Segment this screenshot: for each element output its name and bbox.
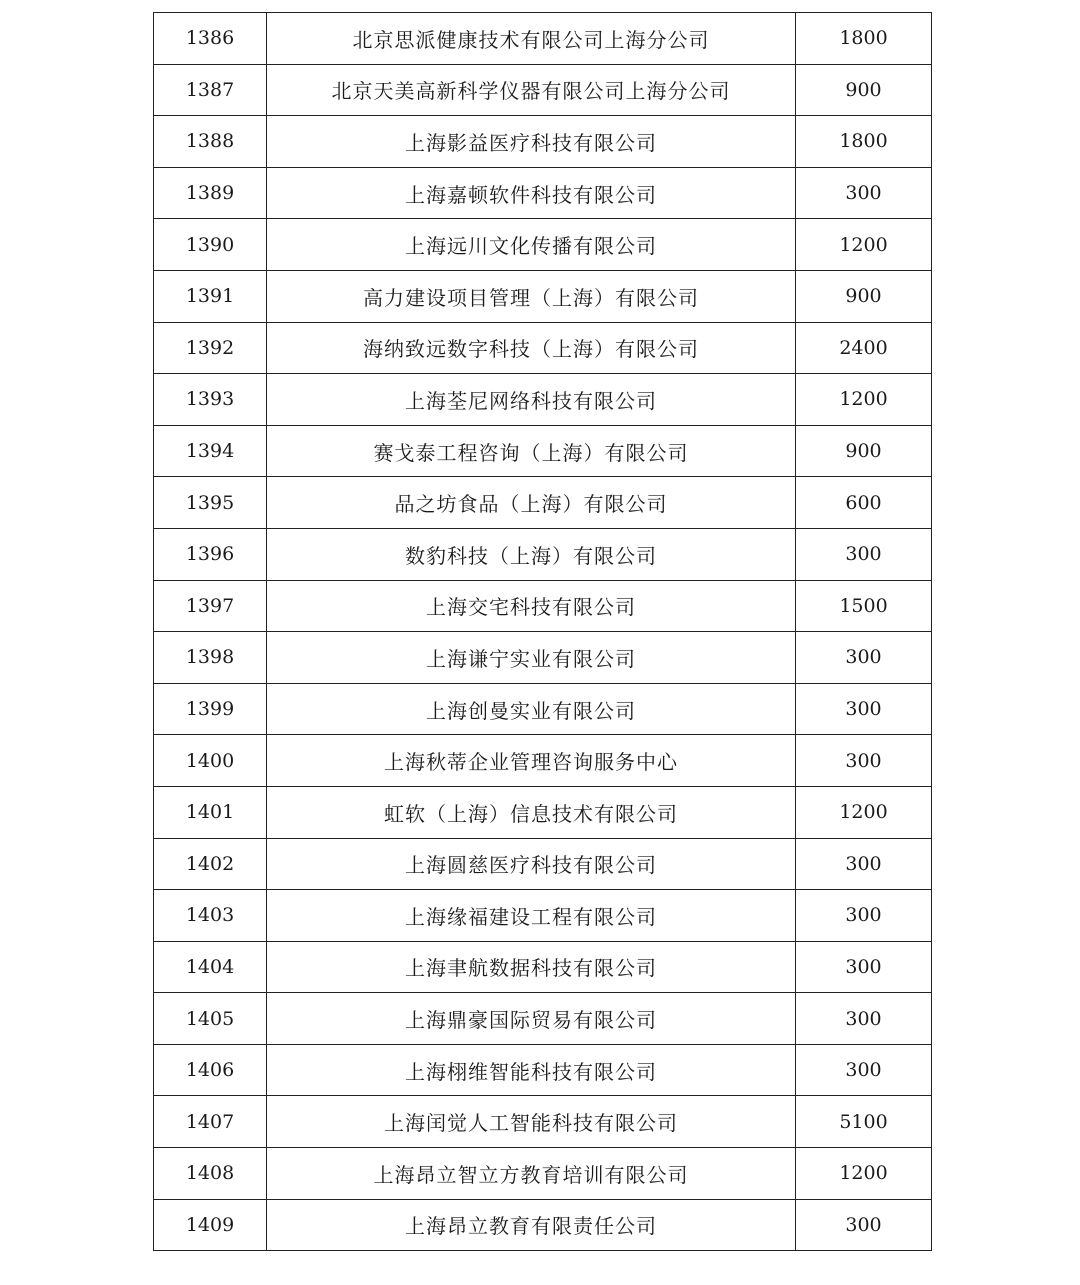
company-name-cell: 上海交宅科技有限公司 — [267, 580, 796, 632]
table-row — [154, 1096, 932, 1148]
amount-cell: 300 — [796, 890, 932, 942]
row-number-cell: 1404 — [154, 941, 267, 993]
amount-cell: 300 — [796, 167, 932, 219]
company-name-cell: 高力建设项目管理（上海）有限公司 — [267, 270, 796, 322]
company-name-cell: 上海嘉顿软件科技有限公司 — [267, 167, 796, 219]
row-number-cell: 1387 — [154, 64, 267, 116]
row-number-cell: 1389 — [154, 167, 267, 219]
row-number-cell: 1391 — [154, 270, 267, 322]
row-number-cell: 1405 — [154, 993, 267, 1045]
table-row — [154, 941, 932, 993]
table-row — [154, 580, 932, 632]
table-row — [154, 993, 932, 1045]
row-number-cell: 1388 — [154, 116, 267, 168]
table-row — [154, 1044, 932, 1096]
company-amount-table — [153, 12, 932, 1251]
table-row — [154, 1148, 932, 1200]
table-row — [154, 322, 932, 374]
table-row — [154, 786, 932, 838]
table-row — [154, 167, 932, 219]
row-number-cell: 1403 — [154, 890, 267, 942]
amount-cell: 1500 — [796, 580, 932, 632]
row-number-cell: 1390 — [154, 219, 267, 271]
table-row — [154, 64, 932, 116]
amount-cell: 300 — [796, 1199, 932, 1251]
amount-cell: 300 — [796, 993, 932, 1045]
row-number-cell: 1393 — [154, 374, 267, 426]
table-row — [154, 425, 932, 477]
amount-cell: 900 — [796, 425, 932, 477]
row-number-cell: 1397 — [154, 580, 267, 632]
amount-cell: 300 — [796, 941, 932, 993]
company-name-cell: 上海谦宁实业有限公司 — [267, 632, 796, 684]
company-name-cell: 上海缘福建设工程有限公司 — [267, 890, 796, 942]
table-row — [154, 219, 932, 271]
table-row — [154, 374, 932, 426]
company-name-cell: 上海聿航数据科技有限公司 — [267, 941, 796, 993]
row-number-cell: 1407 — [154, 1096, 267, 1148]
table-row — [154, 683, 932, 735]
amount-cell: 300 — [796, 1044, 932, 1096]
company-name-cell: 海纳致远数字科技（上海）有限公司 — [267, 322, 796, 374]
amount-cell: 300 — [796, 838, 932, 890]
row-number-cell: 1399 — [154, 683, 267, 735]
row-number-cell: 1406 — [154, 1044, 267, 1096]
amount-cell: 1200 — [796, 1148, 932, 1200]
amount-cell: 1200 — [796, 786, 932, 838]
amount-cell: 300 — [796, 632, 932, 684]
row-number-cell: 1400 — [154, 735, 267, 787]
table-row — [154, 1199, 932, 1251]
amount-cell: 300 — [796, 735, 932, 787]
table-row — [154, 13, 932, 65]
company-name-cell: 上海昂立智立方教育培训有限公司 — [267, 1148, 796, 1200]
company-name-cell: 上海栩维智能科技有限公司 — [267, 1044, 796, 1096]
table-row — [154, 735, 932, 787]
table-body — [154, 13, 932, 1251]
company-name-cell: 上海闰觉人工智能科技有限公司 — [267, 1096, 796, 1148]
company-name-cell: 上海远川文化传播有限公司 — [267, 219, 796, 271]
company-name-cell: 赛戈泰工程咨询（上海）有限公司 — [267, 425, 796, 477]
amount-cell: 900 — [796, 64, 932, 116]
table-row — [154, 528, 932, 580]
amount-cell: 1800 — [796, 116, 932, 168]
company-name-cell: 上海创曼实业有限公司 — [267, 683, 796, 735]
amount-cell: 900 — [796, 270, 932, 322]
amount-cell: 1200 — [796, 219, 932, 271]
company-name-cell: 上海荃尼网络科技有限公司 — [267, 374, 796, 426]
row-number-cell: 1396 — [154, 528, 267, 580]
row-number-cell: 1394 — [154, 425, 267, 477]
company-name-cell: 上海圆慈医疗科技有限公司 — [267, 838, 796, 890]
amount-cell: 600 — [796, 477, 932, 529]
row-number-cell: 1395 — [154, 477, 267, 529]
row-number-cell: 1401 — [154, 786, 267, 838]
row-number-cell: 1386 — [154, 13, 267, 65]
amount-cell: 1800 — [796, 13, 932, 65]
company-name-cell: 北京天美高新科学仪器有限公司上海分公司 — [267, 64, 796, 116]
company-name-cell: 上海鼎豪国际贸易有限公司 — [267, 993, 796, 1045]
table-row — [154, 270, 932, 322]
company-name-cell: 北京思派健康技术有限公司上海分公司 — [267, 13, 796, 65]
table-row — [154, 477, 932, 529]
row-number-cell: 1392 — [154, 322, 267, 374]
amount-cell: 5100 — [796, 1096, 932, 1148]
row-number-cell: 1398 — [154, 632, 267, 684]
row-number-cell: 1409 — [154, 1199, 267, 1251]
table-row — [154, 116, 932, 168]
table-row — [154, 632, 932, 684]
company-name-cell: 品之坊食品（上海）有限公司 — [267, 477, 796, 529]
amount-cell: 2400 — [796, 322, 932, 374]
company-amount-table-container — [153, 12, 928, 1251]
amount-cell: 300 — [796, 528, 932, 580]
company-name-cell: 上海秋蒂企业管理咨询服务中心 — [267, 735, 796, 787]
company-name-cell: 上海影益医疗科技有限公司 — [267, 116, 796, 168]
company-name-cell: 数豹科技（上海）有限公司 — [267, 528, 796, 580]
amount-cell: 300 — [796, 683, 932, 735]
company-name-cell: 虹软（上海）信息技术有限公司 — [267, 786, 796, 838]
amount-cell: 1200 — [796, 374, 932, 426]
table-row — [154, 890, 932, 942]
row-number-cell: 1402 — [154, 838, 267, 890]
row-number-cell: 1408 — [154, 1148, 267, 1200]
table-row — [154, 838, 932, 890]
company-name-cell: 上海昂立教育有限责任公司 — [267, 1199, 796, 1251]
